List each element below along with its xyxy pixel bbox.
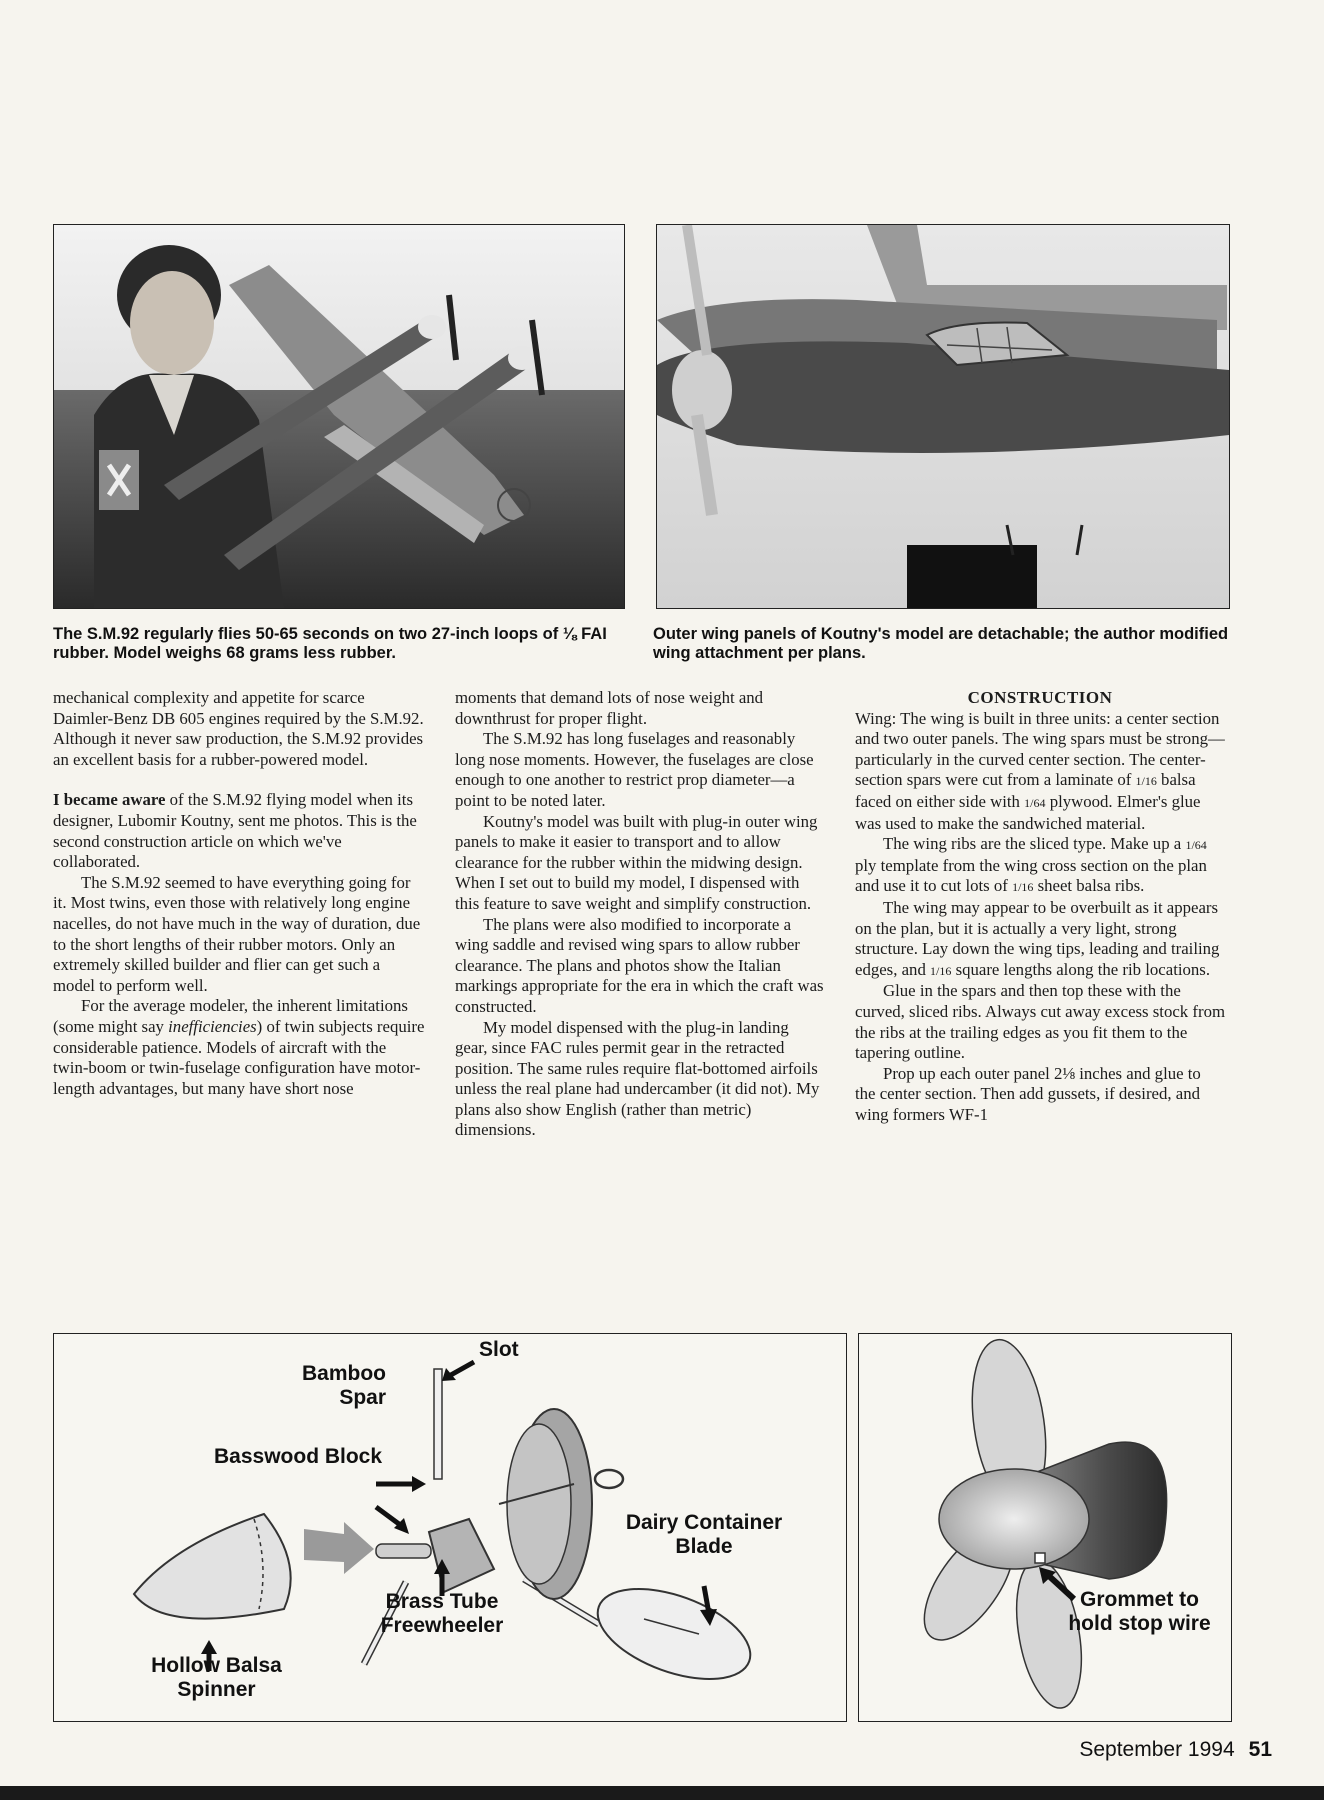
label-basswood-block: Basswood Block xyxy=(214,1445,383,1468)
paragraph: The S.M.92 has long fuselages and reasonably long nose moments. However, the fuselages are close enough to one another to restrict prop diameter—a point to be noted later. xyxy=(455,729,814,810)
label-dairy-container-blade: Dairy Container Blade xyxy=(625,1511,783,1558)
caption-left: The S.M.92 regularly flies 50-65 seconds on two 27-inch loops of ⅛ FAI rubber. Model weighs 68 grams less rubber. xyxy=(53,625,607,662)
paragraph: The S.M.92 seemed to have everything going for it. Most twins, even those with relatively long engine nacelles, do not have much in the way of duration, due to the short lengths of their rubber motors. Only an extremely skilled builder and flier can get such a model to perform well. xyxy=(53,872,421,995)
paragraph: mechanical complexity and appetite for scarce Daimler-Benz DB 605 engines required by the S.M.92. Although it never saw production, the S.M.92 provides an excellent basis for a rubber-powered model. xyxy=(53,688,424,769)
paragraph: Glue in the spars and then top these with the curved, sliced ribs. Always cut away excess stock from the ribs at the trailing edges as you fit them to the tapering outline. xyxy=(855,981,1226,1063)
label-brass-tube-freewheeler: Brass Tube Freewheeler xyxy=(380,1590,504,1637)
paragraph: The wing may appear to be overbuilt as it appears on the plan, but it is actually a very light, strong structure. Lay down the wing tips, leading and trailing edges, and 1/16 square lengths along the rib locations. xyxy=(855,897,1220,979)
paragraph: The plans were also modified to incorporate a wing saddle and revised wing spars to allow rubber clearance. The plans and photos show the Italian markings appropriate for the era in which the craft was constructed. xyxy=(455,914,824,1016)
page-footer xyxy=(1079,1738,1272,1762)
paragraph: I became aware of the S.M.92 flying model when its designer, Lubomir Koutny, sent me photos. This is the second construction article on which we've collaborated. xyxy=(53,790,417,872)
paragraph: Prop up each outer panel 2⅛ inches and glue to the center section. Then add gussets, if desired, and wing formers WF-1 xyxy=(855,1063,1201,1124)
label-hollow-balsa-spinner: Hollow Balsa Spinner xyxy=(151,1654,282,1701)
figure-spinner-grommet xyxy=(858,1333,1232,1722)
paragraph: Wing: The wing is built in three units: a center section and two outer panels. The wing spars must be strong—particularly in the curved center section. The center-section spars were cut from a laminate of 1/16 balsa faced on either side with 1/64 plywood. Elmer's glue was used to make the sandwiched material. xyxy=(855,708,1225,833)
figure-prop-assembly xyxy=(53,1333,847,1722)
lead-in: I became aware xyxy=(53,790,166,810)
emphasis: inefficiencies xyxy=(168,1016,257,1036)
text-column-2 xyxy=(455,688,825,1141)
issue-date: September 1994 xyxy=(1079,1738,1235,1761)
paragraph: The wing ribs are the sliced type. Make up a 1/64 ply template from the wing cross section on the plan and use it to cut lots of 1/16 sheet balsa ribs. xyxy=(855,834,1207,896)
paragraph: For the average modeler, the inherent limitations (some might say inefficiencies) of twin subjects require considerable patience. Models of aircraft with the twin-boom or twin-fuselage configuration have motor-length advantages, but many have short nose xyxy=(53,996,425,1098)
page-number: 51 xyxy=(1248,1738,1272,1761)
paragraph: Koutny's model was built with plug-in outer wing panels to make it easier to transport and to allow clearance for the rubber within the midwing design. When I set out to build my model, I dispensed with this feature to save weight and simplify construction. xyxy=(455,811,818,913)
paragraph: My model dispensed with the plug-in landing gear, since FAC rules permit gear in the retracted position. The same rules require flat-bottomed airfoils unless the real plane had undercamber (it did not). My plans also show English (rather than metric) dimensions. xyxy=(455,1017,820,1140)
text-column-3 xyxy=(855,688,1225,1125)
section-heading: CONSTRUCTION xyxy=(967,688,1113,707)
label-bamboo-spar: Bamboo Spar xyxy=(302,1362,386,1409)
photo-model-close-up xyxy=(656,224,1230,609)
scan-edge xyxy=(0,1786,1324,1800)
photo-designer-with-model xyxy=(53,224,625,609)
paragraph: moments that demand lots of nose weight and downthrust for proper flight. xyxy=(455,688,764,728)
text-column-1 xyxy=(53,688,425,1099)
label-grommet: Grommet to hold stop wire xyxy=(1068,1588,1211,1635)
caption-right: Outer wing panels of Koutny's model are detachable; the author modified wing attachment per plans. xyxy=(653,625,1229,662)
label-slot: Slot xyxy=(479,1338,519,1361)
